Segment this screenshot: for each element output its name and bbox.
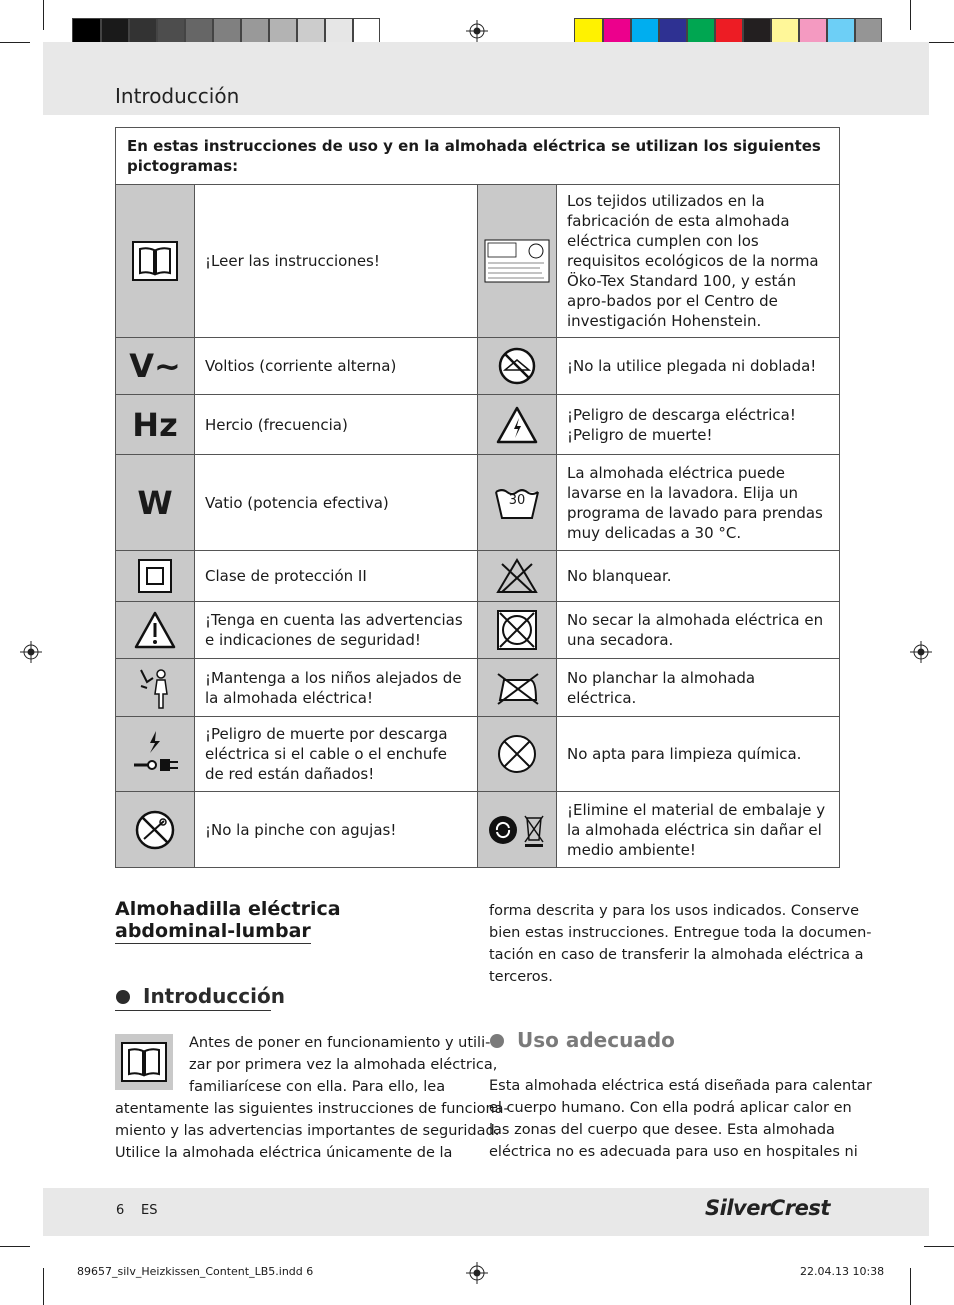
no-bleach-icon [478, 551, 557, 602]
crop-mark [0, 1246, 30, 1247]
washing-30-icon: 30 [478, 455, 557, 551]
protection-class-ii-icon [116, 551, 195, 602]
registration-mark-icon [466, 1262, 488, 1284]
uso-paragraph: Esta almohada eléctrica está diseñada para calentar el cuerpo humano. Con ella podrá aplicar calor en las zonas del cuerpo que desee. Esta almohada eléctrica no es adecuada para uso en hospitales ni [489, 1078, 872, 1160]
no-tumble-dry-icon [478, 602, 557, 659]
crop-mark [924, 1246, 954, 1247]
section-bullet [116, 990, 130, 1004]
table-cell: ¡Peligro de muerte por descarga eléctrica si el cable o el enchufe de red están dañados! [195, 717, 478, 792]
table-cell: No planchar la almohada eléctrica. [557, 659, 840, 717]
table-cell: ¡Peligro de descarga eléctrica! ¡Peligro de muerte! [557, 395, 840, 455]
table-row [116, 792, 840, 868]
usage-continuation-paragraph: forma descrita y para los usos indicados. Conserve bien estas instrucciones. Entregue toda la documen- tación en caso de transferir la almohada eléctrica a terceros. [489, 903, 872, 985]
language-code: ES [141, 1203, 158, 1218]
page-number: 6 [116, 1203, 125, 1218]
crop-mark [43, 0, 44, 30]
crop-mark [0, 42, 30, 43]
book-icon [116, 185, 195, 338]
intro-paragraph-cont: atentamente las siguientes instrucciones de funciona- miento y las advertencias importantes de seguridad. Utilice la almohada eléctrica únicamente de la [115, 1101, 509, 1161]
no-ironing-icon [478, 659, 557, 717]
page-title: Introducción [115, 84, 240, 108]
intro-paragraph: Antes de poner en funcionamiento y utili- zar por primera vez la almohada eléctrica, familiarícese con ella. Para ello, lea [189, 1035, 498, 1095]
table-cell: Hercio (frecuencia) [195, 395, 478, 455]
electric-shock-warning-icon [478, 395, 557, 455]
table-row [116, 338, 840, 395]
volt-ac-icon: V~ [116, 338, 195, 395]
table-cell: ¡No la pinche con agujas! [195, 792, 478, 868]
table-cell: ¡Elimine el material de embalaje y la almohada eléctrica sin dañar el medio ambiente! [557, 792, 840, 868]
table-row [116, 185, 840, 338]
section-heading-uso: Uso adecuado [517, 1028, 675, 1052]
table-cell: Voltios (corriente alterna) [195, 338, 478, 395]
crop-mark [43, 1268, 44, 1305]
table-cell: Clase de protección II [195, 551, 478, 602]
table-cell: ¡Mantenga a los niños alejados de la almohada eléctrica! [195, 659, 478, 717]
keep-children-away-icon [116, 659, 195, 717]
table-cell: No blanquear. [557, 551, 840, 602]
table-row [116, 659, 840, 717]
section-bullet [490, 1034, 504, 1048]
brand-logo: SilverCrest [705, 1196, 830, 1220]
table-row [116, 455, 840, 551]
date-slug: 22.04.13 10:38 [800, 1265, 885, 1278]
pictogram-table [115, 127, 840, 868]
recycling-icon [478, 792, 557, 868]
table-row [116, 602, 840, 659]
book-icon [115, 1034, 173, 1090]
crop-mark [910, 0, 911, 30]
table-cell: No secar la almohada eléctrica en una secadora. [557, 602, 840, 659]
registration-mark-icon [466, 20, 488, 42]
hertz-icon: Hz [116, 395, 195, 455]
table-cell: ¡Leer las instrucciones! [195, 185, 478, 338]
table-cell: No apta para limpieza química. [557, 717, 840, 792]
table-row [116, 395, 840, 455]
table-cell: ¡No la utilice plegada ni doblada! [557, 338, 840, 395]
damaged-plug-icon [116, 717, 195, 792]
table-cell: Los tejidos utilizados en la fabricación de esta almohada eléctrica cumplen con los requisitos ecológicos de la norma Öko-Tex Standard 100, y están apro-bados por el Centro de investigación Hohenstein. [557, 185, 840, 338]
warning-icon [116, 602, 195, 659]
crop-mark [910, 1268, 911, 1305]
file-slug: 89657_silv_Heizkissen_Content_LB5.indd 6 [77, 1265, 314, 1278]
section-heading-intro: Introducción [143, 984, 285, 1008]
table-cell: La almohada eléctrica puede lavarse en la lavadora. Elija un programa de lavado para prendas muy delicadas a 30 °C. [557, 455, 840, 551]
product-title: Almohadilla eléctrica abdominal-lumbar [115, 898, 341, 942]
table-row [116, 717, 840, 792]
table-heading: En estas instrucciones de uso y en la almohada eléctrica se utilizan los siguientes pictogramas: [116, 128, 840, 185]
divider [115, 1010, 271, 1011]
registration-mark-icon [910, 641, 932, 663]
watt-icon: W [116, 455, 195, 551]
no-needles-icon [116, 792, 195, 868]
no-fold-icon [478, 338, 557, 395]
table-row [116, 551, 840, 602]
table-cell: Vatio (potencia efectiva) [195, 455, 478, 551]
table-cell: ¡Tenga en cuenta las advertencias e indicaciones de seguridad! [195, 602, 478, 659]
registration-mark-icon [20, 641, 42, 663]
no-dry-clean-icon [478, 717, 557, 792]
oeko-tex-label-icon [478, 185, 557, 338]
